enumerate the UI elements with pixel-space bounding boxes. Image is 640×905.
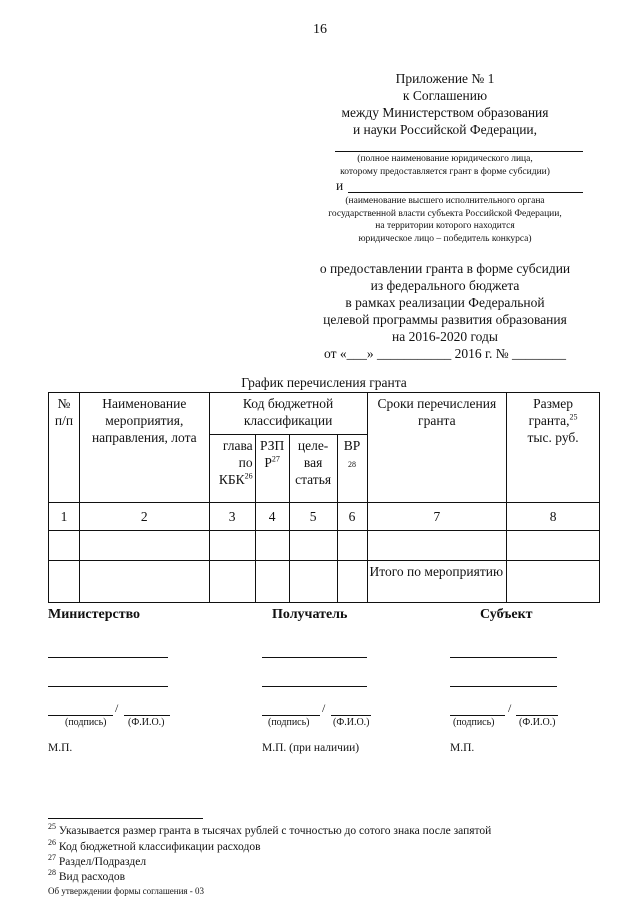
footnote-text: Раздел/Подраздел [58, 856, 147, 868]
table-caption: График перечисления гранта [241, 375, 407, 390]
header-num: № п/п [49, 393, 80, 503]
footnote-ref: 28 [348, 460, 357, 469]
table-row [49, 531, 600, 561]
stamp-label: М.П. [450, 742, 475, 754]
fio-label: (Ф.И.О.) [519, 717, 556, 728]
appendix-title: Приложение № 1 [395, 71, 495, 86]
note-line: (наименование высшего исполнительного органа [345, 196, 545, 206]
col-number: 6 [337, 503, 367, 531]
grant-schedule-table [48, 392, 600, 603]
footnote-separator [48, 818, 203, 819]
ministry-signature-line [48, 715, 113, 716]
subject-signature-line [450, 715, 505, 716]
subject-fio-line [516, 715, 558, 716]
ministry-heading: Министерство [48, 607, 141, 622]
footnote-text: Код бюджетной классификации расходов [58, 841, 261, 853]
header-size [507, 393, 600, 503]
fio-label: (Ф.И.О.) [333, 717, 370, 728]
agreement-subject [290, 260, 600, 362]
footnote-text: Вид расходов [58, 871, 125, 883]
org-name-note [290, 153, 600, 178]
subject-heading: Субъект [480, 607, 533, 622]
subject-line: из федерального бюджета [370, 278, 520, 293]
footnote-number: 25 [48, 822, 56, 832]
header-vr [337, 435, 367, 503]
note-line: государственной власти субъекта Российской Федерации, [328, 208, 562, 219]
fio-label: (Ф.И.О.) [128, 717, 165, 728]
header-glava-label: глава по КБК [218, 438, 253, 487]
col-number: 2 [79, 503, 209, 531]
signature-label: (подпись) [268, 717, 310, 728]
header-terms: Сроки перечисления гранта [367, 393, 507, 503]
header-target-item: целе-вая статья [289, 435, 337, 503]
header-kbk: Код бюджетной классификации [209, 393, 367, 435]
and-word: и [336, 178, 344, 193]
col-number: 8 [507, 503, 600, 531]
footnote-text: Указывается размер гранта в тысячах рублей с точностью до сотого знака после запятой [58, 825, 492, 837]
recipient-line-2 [262, 686, 367, 687]
ministry-line-1 [48, 657, 168, 658]
header-vr-label: ВР [343, 438, 361, 453]
note-line: которому предоставляется грант в форме субсидии) [340, 166, 550, 177]
note-line: на территории которого находится [375, 221, 515, 231]
footnote-ref: 27 [271, 454, 280, 464]
note-line: (полное наименование юридического лица, [357, 154, 533, 164]
subject-line: целевой программы развития образования [323, 312, 567, 327]
col-number: 4 [255, 503, 289, 531]
date-number-line: от «___» ___________ 2016 г. № ________ [324, 346, 566, 361]
slash: / [115, 701, 119, 715]
header-name: Наименование мероприятия, направления, лота [79, 393, 209, 503]
signature-label: (подпись) [453, 717, 495, 728]
total-label: Итого по мероприятию [367, 561, 507, 603]
footnote-number: 28 [48, 868, 56, 878]
appendix-header [290, 70, 600, 138]
subject-line: на 2016-2020 годы [392, 329, 498, 344]
note-line: юридическое лицо – победитель конкурса) [358, 233, 532, 244]
org-name-line [335, 151, 583, 152]
col-number: 7 [367, 503, 507, 531]
total-row [49, 561, 600, 603]
slash: / [508, 701, 512, 715]
authority-name-line [348, 192, 583, 193]
slash: / [322, 701, 326, 715]
authority-name-note [290, 195, 600, 245]
signature-label: (подпись) [65, 717, 107, 728]
col-number: 5 [289, 503, 337, 531]
ministry-line: между Министерством образования [341, 105, 549, 120]
column-numbers-row [49, 503, 600, 531]
footnote-26 [48, 840, 261, 855]
header-glava [209, 435, 255, 503]
recipient-fio-line [331, 715, 371, 716]
header-size-label: Размер гранта, [528, 396, 574, 428]
header-rzpr-label: РЗП Р [260, 438, 285, 470]
page-number: 16 [313, 22, 327, 37]
ministry-line-2 [48, 686, 168, 687]
footnote-27 [48, 855, 146, 870]
header-size-unit: тыс. руб. [527, 430, 579, 445]
footnote-28 [48, 870, 125, 885]
footnote-ref: 25 [569, 412, 578, 422]
stamp-label: М.П. (при наличии) [262, 742, 360, 754]
footnote-25 [48, 824, 491, 839]
recipient-heading: Получатель [272, 607, 348, 622]
footnote-ref: 26 [244, 471, 253, 481]
stamp-label: М.П. [48, 742, 73, 754]
footnote-number: 27 [48, 853, 56, 863]
document-reference: Об утверждении формы соглашения - 03 [48, 886, 205, 896]
header-rzpr [255, 435, 289, 503]
col-number: 1 [49, 503, 80, 531]
recipient-line-1 [262, 657, 367, 658]
subject-line: о предоставлении гранта в форме субсидии [319, 261, 571, 276]
subject-line-2 [450, 686, 557, 687]
agreement-ref: к Соглашению [402, 88, 488, 103]
ministry-fio-line [124, 715, 170, 716]
col-number: 3 [209, 503, 255, 531]
subject-line-1 [450, 657, 557, 658]
subject-line: в рамках реализации Федеральной [345, 295, 545, 310]
ministry-line-2: и науки Российской Федерации, [352, 122, 538, 137]
footnote-number: 26 [48, 838, 56, 848]
recipient-signature-line [262, 715, 320, 716]
